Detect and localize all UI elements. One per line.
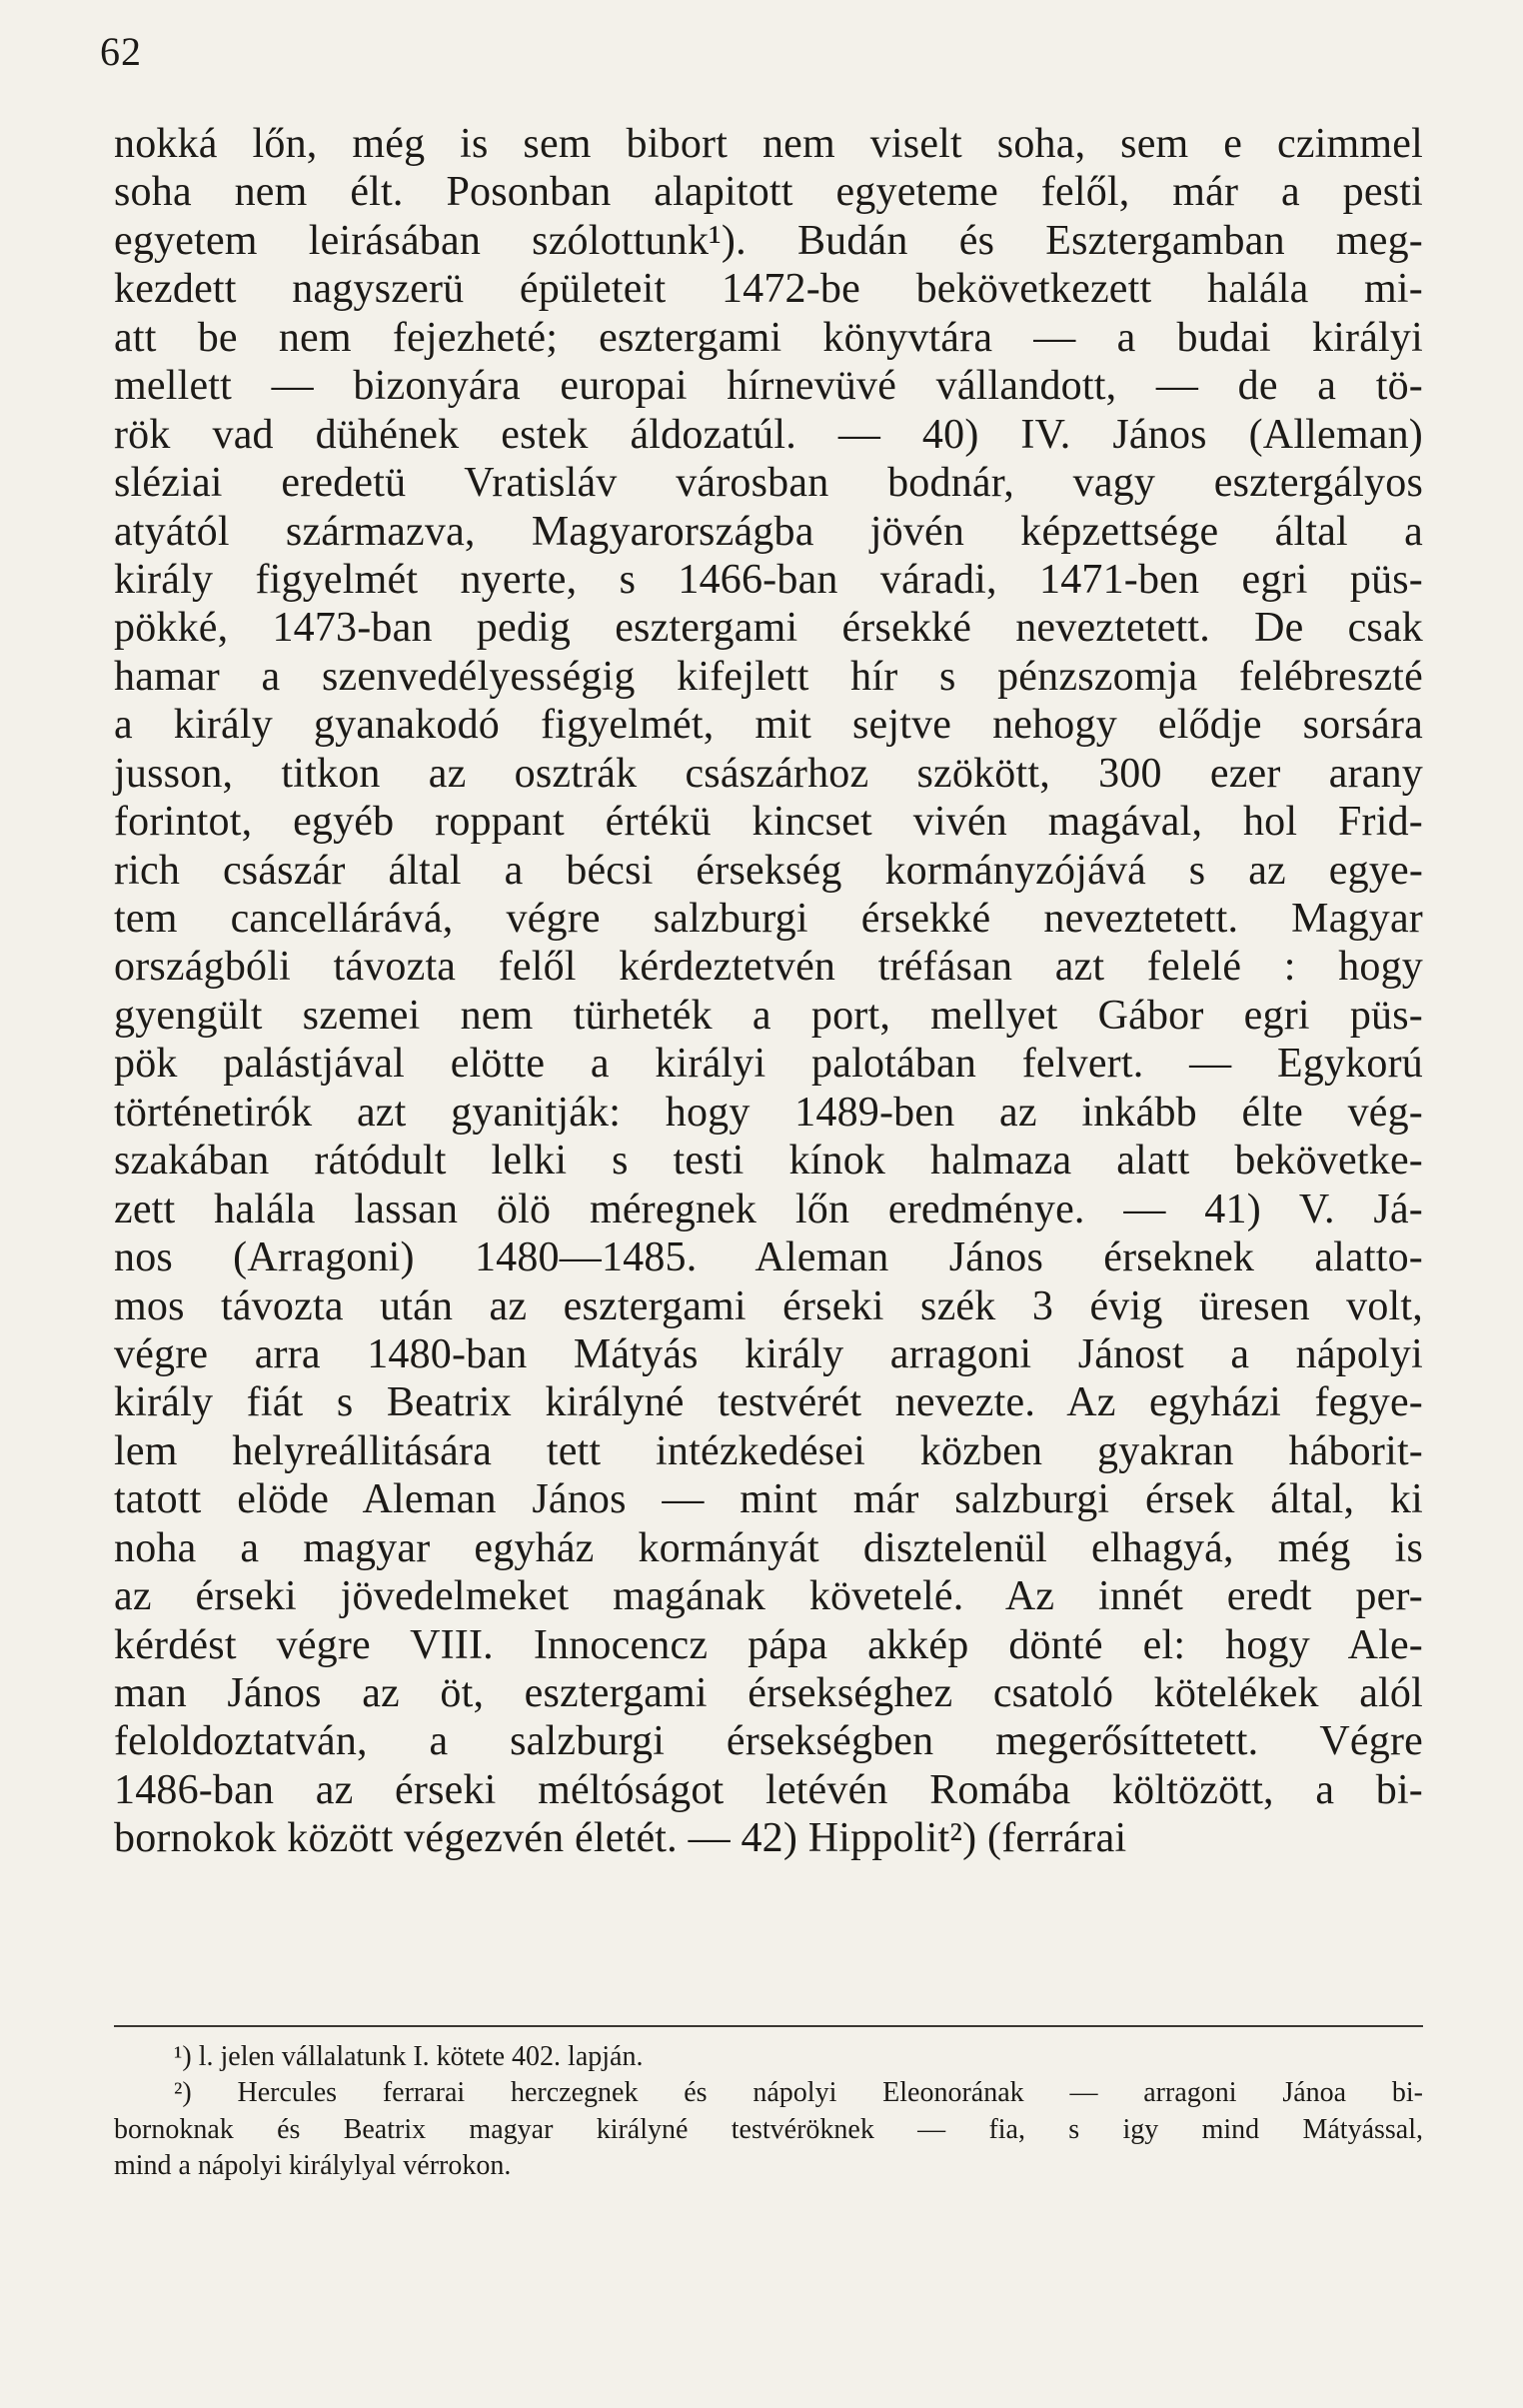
text-line: pökké, 1473-ban pedig esztergami érsekké neveztetett. De csak	[114, 605, 1423, 652]
text-line: bornokok között végezvén életét. — 42) Hippolit²) (ferrárai	[114, 1815, 1127, 1862]
text-line: soha nem élt. Posonban alapitott egyeteme felől, már a pesti	[114, 169, 1423, 216]
text-line: sléziai eredetü Vratisláv városban bodnár, vagy esztergályos	[114, 460, 1423, 507]
page-number: 62	[100, 29, 142, 74]
text-line: zett halála lassan ölö méregnek lőn eredménye. — 41) V. Já-	[114, 1186, 1423, 1232]
text-line: kezdett nagyszerü épületeit 1472-be bekövetkezett halála mi-	[114, 266, 1423, 313]
text-line: országbóli távozta felől kérdeztetvén tréfásan azt felelé : hogy	[114, 944, 1423, 991]
text-line: nokká lőn, még is sem bibort nem viselt soha, sem e czimmel	[114, 121, 1423, 167]
text-line: 1486-ban az érseki méltóságot letévén Romába költözött, a bi-	[114, 1766, 1423, 1813]
text-line: az érseki jövedelmeket magának követelé. Az innét eredt per-	[114, 1573, 1423, 1620]
text-line: hamar a szenvedélyességig kifejlett hír s pénzszomja felébreszté	[114, 653, 1423, 700]
text-line: lem helyreállitására tett intézkedései közben gyakran háborit-	[114, 1427, 1423, 1474]
footnote-line: ²) Hercules ferrarai herczegnek és nápolyi Eleonorának — arragoni Jánoa bi-	[174, 2077, 1423, 2109]
text-line: gyengült szemei nem türheték a port, mellyet Gábor egri püs-	[114, 992, 1423, 1039]
text-line: man János az öt, esztergami érsekséghez csatoló kötelékek alól	[114, 1670, 1423, 1716]
text-line: noha a magyar egyház kormányát disztelenül elhagyá, még is	[114, 1524, 1423, 1571]
text-line: végre arra 1480-ban Mátyás király arragoni Jánost a nápolyi	[114, 1330, 1423, 1377]
text-line: rich császár által a bécsi érsekség kormányzójává s az egye-	[114, 847, 1423, 894]
footnote-line: mind a nápolyi királylyal vérrokon.	[114, 2149, 512, 2181]
text-line: király figyelmét nyerte, s 1466-ban váradi, 1471-ben egri püs-	[114, 556, 1423, 603]
text-line: tatott elöde Aleman János — mint már salzburgi érsek által, ki	[114, 1476, 1423, 1523]
text-line: szakában rátódult lelki s testi kínok halmaza alatt bekövetke-	[114, 1138, 1423, 1185]
text-line: nos (Arragoni) 1480—1485. Aleman János érseknek alatto-	[114, 1234, 1423, 1281]
footnote-divider	[114, 2025, 1423, 2027]
text-line: att be nem fejezheté; esztergami könyvtára — a budai királyi	[114, 314, 1423, 361]
text-line: forintot, egyéb roppant értékü kincset vivén magával, hol Frid-	[114, 799, 1423, 846]
text-line: történetirók azt gyanitják: hogy 1489-ben az inkább élte vég-	[114, 1089, 1423, 1136]
text-line: rök vad dühének estek áldozatúl. — 40) IV. János (Alleman)	[114, 411, 1423, 458]
text-line: a király gyanakodó figyelmét, mit sejtve nehogy elődje sorsára	[114, 702, 1423, 749]
text-line: atyától származva, Magyarországba jövén képzettsége által a	[114, 508, 1423, 555]
text-line: pök palástjával elötte a királyi palotában felvert. — Egykorú	[114, 1041, 1423, 1088]
text-line: mos távozta után az esztergami érseki szék 3 évig üresen volt,	[114, 1282, 1423, 1329]
footnote-line: bornoknak és Beatrix magyar királyné testvéröknek — fia, s igy mind Mátyással,	[114, 2113, 1423, 2145]
text-line: jusson, titkon az osztrák császárhoz szökött, 300 ezer arany	[114, 750, 1423, 797]
text-line: tem cancellárává, végre salzburgi érsekké neveztetett. Magyar	[114, 896, 1423, 942]
main-text	[114, 120, 1423, 1863]
footnote-line: ¹) l. jelen vállalatunk I. kötete 402. lapján.	[174, 2041, 644, 2072]
text-line: egyetem leirásában szólottunk¹). Budán és Esztergamban meg-	[114, 217, 1423, 264]
text-line: király fiát s Beatrix királyné testvérét nevezte. Az egyházi fegye-	[114, 1379, 1423, 1426]
text-line: kérdést végre VIII. Innocencz pápa akkép dönté el: hogy Ale-	[114, 1621, 1423, 1668]
footnotes	[114, 2039, 1423, 2184]
text-line: feloldoztatván, a salzburgi érsekségben megerősíttetett. Végre	[114, 1718, 1423, 1765]
text-line: mellett — bizonyára europai hírnevüvé vállandott, — de a tö-	[114, 363, 1423, 410]
